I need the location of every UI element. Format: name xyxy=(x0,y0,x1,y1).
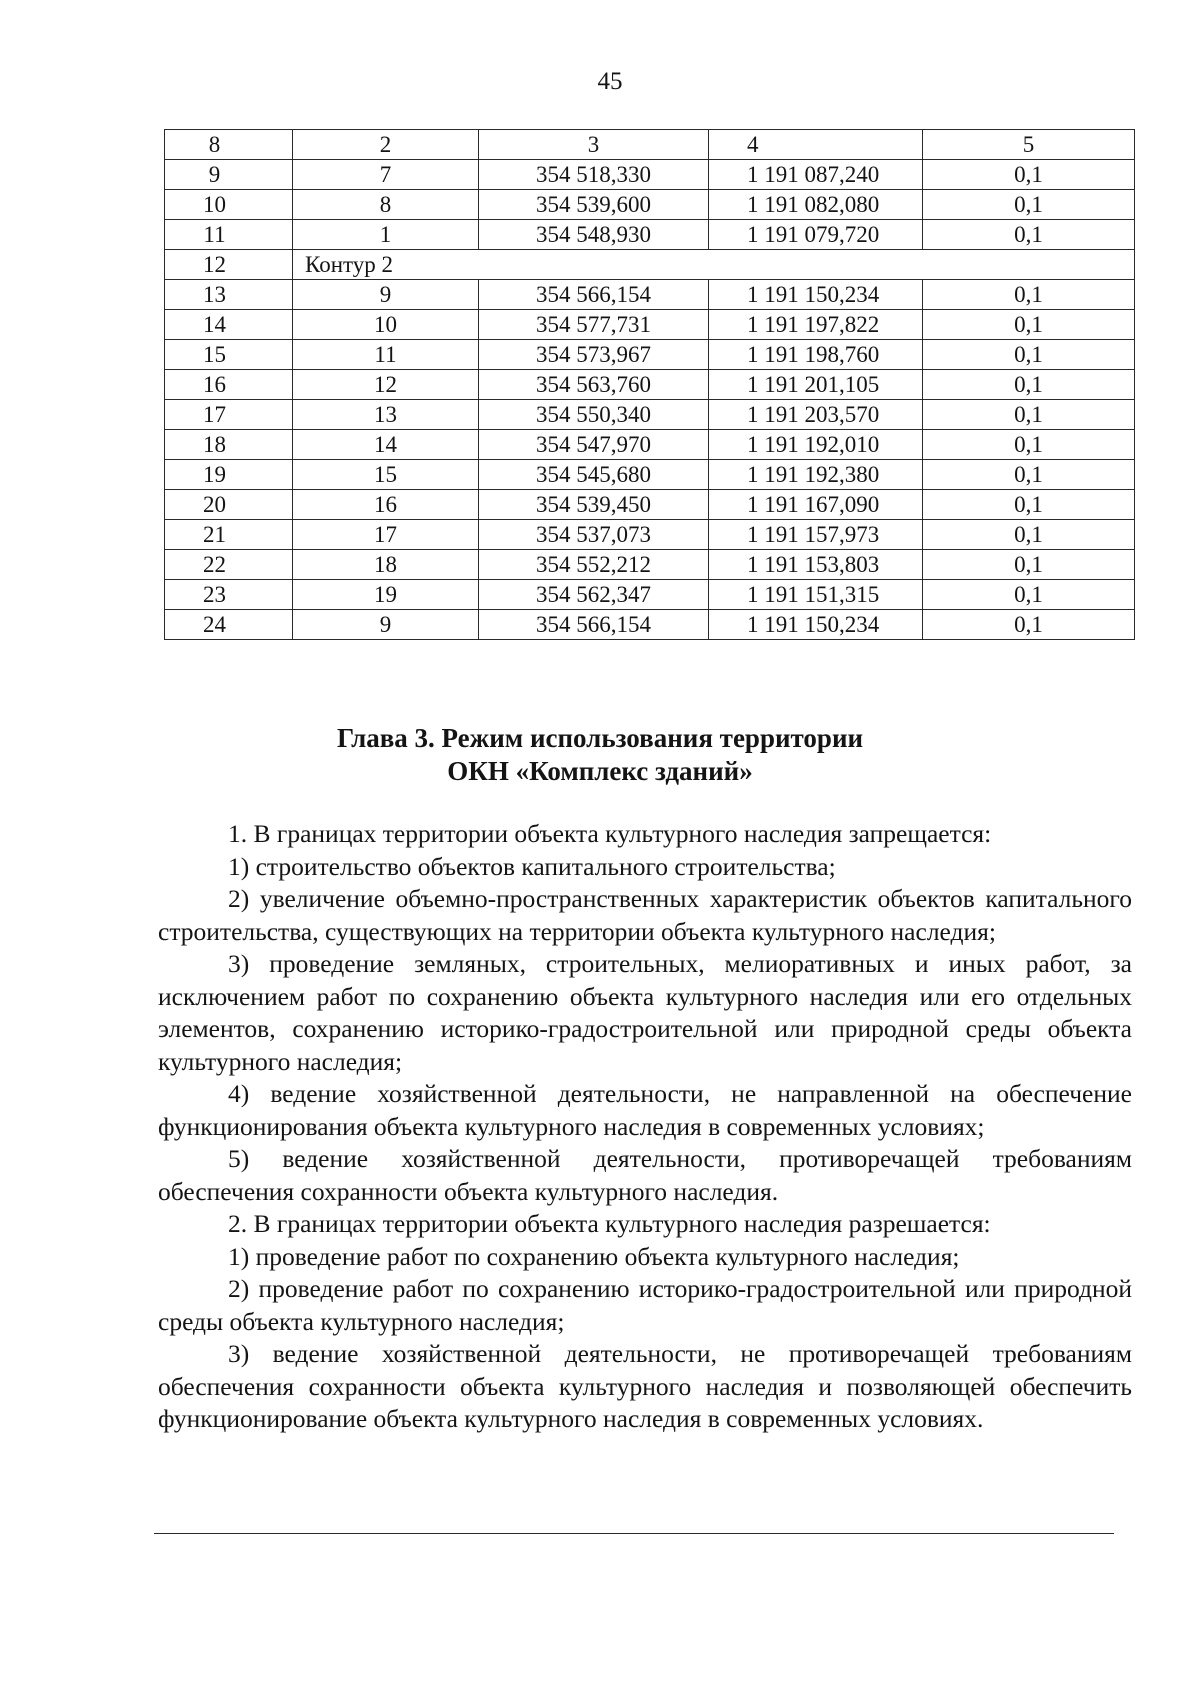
table-cell: 354 539,600 xyxy=(479,190,709,220)
table-cell: 16 xyxy=(293,490,479,520)
table-cell: 1 191 150,234 xyxy=(709,280,923,310)
table-row xyxy=(165,520,1135,550)
table-cell: 0,1 xyxy=(923,460,1135,490)
chapter-title xyxy=(150,722,1050,788)
table-row xyxy=(165,280,1135,310)
table-cell: 1 191 079,720 xyxy=(709,220,923,250)
table-cell: 21 xyxy=(165,520,293,550)
table-cell: 1 191 192,380 xyxy=(709,460,923,490)
table-cell: 0,1 xyxy=(923,190,1135,220)
table-cell: 0,1 xyxy=(923,370,1135,400)
table-cell: 11 xyxy=(293,340,479,370)
table-cell: 20 xyxy=(165,490,293,520)
table-row xyxy=(165,370,1135,400)
table-cell: 18 xyxy=(293,550,479,580)
table-cell: 0,1 xyxy=(923,280,1135,310)
table-cell: 354 552,212 xyxy=(479,550,709,580)
table-cell: 7 xyxy=(293,160,479,190)
table-cell: 0,1 xyxy=(923,520,1135,550)
contour-label: Контур 2 xyxy=(293,250,1135,280)
table-cell: 1 191 157,973 xyxy=(709,520,923,550)
table-row xyxy=(165,490,1135,520)
table-cell: 354 562,347 xyxy=(479,580,709,610)
paragraph: 2. В границах территории объекта культурного наследия разрешается: xyxy=(228,1209,991,1238)
table-row xyxy=(165,340,1135,370)
table-cell: 354 518,330 xyxy=(479,160,709,190)
table-cell: 5 xyxy=(923,130,1135,160)
table-cell: 1 191 082,080 xyxy=(709,190,923,220)
table-cell: 354 566,154 xyxy=(479,610,709,640)
paragraph: 5) ведение хозяйственной деятельности, противоречащей требованиям обеспечения сохранности объекта культурного наследия. xyxy=(158,1144,1132,1206)
chapter-title-line-2: ОКН «Комплекс зданий» xyxy=(447,756,753,786)
table-row xyxy=(165,400,1135,430)
table-cell: 354 539,450 xyxy=(479,490,709,520)
table-cell: 1 191 087,240 xyxy=(709,160,923,190)
table-cell: 9 xyxy=(293,610,479,640)
table-cell: 23 xyxy=(165,580,293,610)
table-cell: 354 548,930 xyxy=(479,220,709,250)
chapter-body-text xyxy=(158,818,1132,1436)
table-cell: 2 xyxy=(293,130,479,160)
table-cell: 1 xyxy=(293,220,479,250)
coordinates-table-body xyxy=(165,130,1135,640)
table-cell: 0,1 xyxy=(923,490,1135,520)
table-cell: 1 191 201,105 xyxy=(709,370,923,400)
table-header-row xyxy=(165,130,1135,160)
table-row xyxy=(165,160,1135,190)
table-cell: 14 xyxy=(165,310,293,340)
paragraph: 3) ведение хозяйственной деятельности, не противоречащей требованиям обеспечения сохранности объекта культурного наследия и позволяющей обеспечить функционирование объекта культурного наследия в современных условиях. xyxy=(158,1339,1132,1433)
table-cell: 354 573,967 xyxy=(479,340,709,370)
table-cell: 13 xyxy=(165,280,293,310)
table-row xyxy=(165,580,1135,610)
table-cell: 17 xyxy=(293,520,479,550)
table-cell: 8 xyxy=(293,190,479,220)
table-cell: 1 191 203,570 xyxy=(709,400,923,430)
table-cell: 9 xyxy=(293,280,479,310)
table-cell: 14 xyxy=(293,430,479,460)
table-cell: 11 xyxy=(165,220,293,250)
table-cell: 10 xyxy=(165,190,293,220)
table-row xyxy=(165,190,1135,220)
table-row xyxy=(165,550,1135,580)
table-cell: 0,1 xyxy=(923,310,1135,340)
table-cell: 1 191 151,315 xyxy=(709,580,923,610)
table-cell: 0,1 xyxy=(923,160,1135,190)
paragraph: 4) ведение хозяйственной деятельности, не направленной на обеспечение функционирования объекта культурного наследия в современных условиях; xyxy=(158,1079,1132,1141)
table-cell: 354 563,760 xyxy=(479,370,709,400)
table-cell: 1 191 198,760 xyxy=(709,340,923,370)
table-cell: 1 191 153,803 xyxy=(709,550,923,580)
table-cell: 1 191 197,822 xyxy=(709,310,923,340)
table-cell: 12 xyxy=(293,370,479,400)
table-row xyxy=(165,310,1135,340)
table-cell: 0,1 xyxy=(923,220,1135,250)
table-cell: 10 xyxy=(293,310,479,340)
table-cell: 22 xyxy=(165,550,293,580)
table-cell: 354 537,073 xyxy=(479,520,709,550)
table-cell: 24 xyxy=(165,610,293,640)
table-cell: 8 xyxy=(165,130,293,160)
table-cell: 15 xyxy=(293,460,479,490)
chapter-title-line-1: Глава 3. Режим использования территории xyxy=(336,723,864,753)
table-cell: 1 191 167,090 xyxy=(709,490,923,520)
contour-row xyxy=(165,250,1135,280)
table-row xyxy=(165,220,1135,250)
table-cell: 13 xyxy=(293,400,479,430)
footer-divider xyxy=(154,1533,1114,1534)
table-cell: 0,1 xyxy=(923,550,1135,580)
table-cell: 0,1 xyxy=(923,400,1135,430)
table-cell: 4 xyxy=(709,130,923,160)
table-cell: 0,1 xyxy=(923,430,1135,460)
table-cell: 12 xyxy=(165,250,293,280)
table-cell: 354 577,731 xyxy=(479,310,709,340)
table-cell: 0,1 xyxy=(923,340,1135,370)
table-cell: 19 xyxy=(293,580,479,610)
table-cell: 0,1 xyxy=(923,580,1135,610)
table-cell: 17 xyxy=(165,400,293,430)
table-cell: 354 566,154 xyxy=(479,280,709,310)
table-cell: 3 xyxy=(479,130,709,160)
table-cell: 15 xyxy=(165,340,293,370)
table-row xyxy=(165,610,1135,640)
table-cell: 354 545,680 xyxy=(479,460,709,490)
table-cell: 354 550,340 xyxy=(479,400,709,430)
table-row xyxy=(165,460,1135,490)
table-row xyxy=(165,430,1135,460)
table-cell: 354 547,970 xyxy=(479,430,709,460)
coordinates-table xyxy=(164,129,1135,640)
table-cell: 16 xyxy=(165,370,293,400)
paragraph: 1) строительство объектов капитального строительства; xyxy=(228,851,836,881)
paragraph: 2) увеличение объемно-пространственных характеристик объектов капитального строительства, существующих на территории объекта культурного наследия; xyxy=(158,884,1132,946)
paragraph: 2) проведение работ по сохранению историко-градостроительной или природной среды объекта культурного наследия; xyxy=(158,1274,1132,1336)
table-cell: 18 xyxy=(165,430,293,460)
paragraph: 3) проведение земляных, строительных, мелиоративных и иных работ, за исключением работ по сохранению объекта культурного наследия или его отдельных элементов, сохранению историко-градостроительной или природной среды объекта культурного наследия; xyxy=(158,949,1132,1076)
table-cell: 19 xyxy=(165,460,293,490)
page-number: 45 xyxy=(597,68,623,95)
table-cell: 1 191 192,010 xyxy=(709,430,923,460)
paragraph: 1. В границах территории объекта культурного наследия запрещается: xyxy=(228,819,992,848)
paragraph: 1) проведение работ по сохранению объекта культурного наследия; xyxy=(228,1241,960,1271)
table-cell: 1 191 150,234 xyxy=(709,610,923,640)
table-cell: 9 xyxy=(165,160,293,190)
table-cell: 0,1 xyxy=(923,610,1135,640)
